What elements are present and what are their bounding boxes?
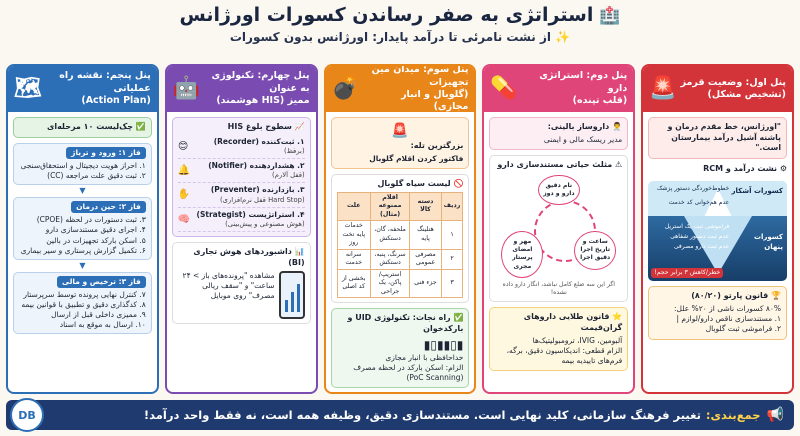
siren-icon: 🚨 (649, 75, 677, 101)
megaphone-icon: 📢 (766, 407, 784, 423)
panel-header: پنل چهارم: تکنولوژی به عنوان ممیز (HIS هوشمند) 🤖 (167, 66, 316, 112)
cycle-node: مهر و امضای پرستار مجری (501, 231, 543, 278)
panel-header: پنل پنجم: نقشه راه عملیاتی (Action Plan) 🗺 (8, 66, 157, 112)
hospital-icon: 🏥 (599, 6, 621, 26)
panel-red-status (641, 64, 794, 394)
brain-icon: 🧠 (177, 213, 191, 225)
pharmacist-card: 👨‍⚕️داروساز بالینی: مدیر ریسک مالی و ایمنی (489, 117, 628, 150)
iceberg-diagram: کسورات آشکار کسورات پنهان خطوط‌خوردگی دستور پزشک عدم هم‌خوانی کد خدمت فراموشی ثبت یک استریل عدم ثبت دستور شفاهی عدم ثبت دارو مصرفی خطر/کاهش ۳ برابر حجم! (648, 181, 787, 281)
arrow-down-icon: ▼ (79, 260, 86, 270)
golden-rule-card: ⭐ قانون طلایی داروهای گران‌قیمت آلبومین، IVIG، ترومبولیتیک‌ها الزام قطعی: اندیکاسیون دقیق، برگه، فرم‌های تاییدیه بیمه (489, 307, 628, 371)
doctor-icon: 👨‍⚕️ (612, 122, 623, 131)
brand-logo: DB (10, 398, 44, 432)
barcode-card: ✅ راه نجات: تکنولوژی UID و بارکدخوان ▮▯▮▮▯▮ خداحافظی با انبار مجازی الزام: اسکن بارکد در لحظه مصرف (PoC Scanning) (331, 308, 470, 388)
smile-icon: 😊 (177, 140, 189, 152)
phase-2: فاز ۲: حین درمان ۳. ثبت دستورات در لحظه (CPOE) ۴. اجرای دقیق مستندسازی دارو ۵. اسکن بارکد تجهیزات در بالین ۶. تکمیل گزارش پرستاری و سیر بیماری (13, 197, 152, 260)
hand-stop-icon: ✋ (177, 189, 191, 201)
pareto-card: 🏆 قانون پارتو (۸۰/۲۰) ۸۰% کسورات ناشی از ۲۰% علل: ۱. مستندسازی ناقص دارو/لوازم | ۲. فراموشی ثبت گلوبال (648, 286, 787, 339)
phone-icon (279, 271, 305, 319)
cycle-node: نام دقیق دارو و دوز (538, 175, 580, 206)
documentation-cycle (495, 173, 622, 281)
panel-equipment-minefield (324, 64, 477, 394)
phase-3: فاز ۳: ترخیص و مالی ۷. کنترل نهایی پرونده توسط سرپرستار ۸. کدگذاری دقیق و تطبیق با قوانین بیمه ۹. ممیزی داخلی قبل از ارسال ۱۰. ارسال به موقع به اسناد (13, 272, 152, 335)
panel-action-plan (6, 64, 159, 394)
panel-drug-strategy (482, 64, 635, 394)
list-item: ۳. بازدارنده (Preventer) (Hard Stop قفل نرم‌افزاری) ✋ (178, 183, 305, 207)
list-item: ۱. ثبت‌کننده (Recorder) (برفظ) 😊 (178, 135, 305, 159)
header (0, 4, 800, 44)
quote-card: "اورژانس، خط مقدم درمان و پاشنه آشیل درآمد بیمارستان است." (648, 117, 787, 159)
summary-footer: 📢 جمع‌بندی: تغییر فرهنگ سازمانی، کلید نهایی است. مستندسازی دقیق، وظیفه همه است، نه فقط واحد درآمد! (6, 400, 794, 430)
table-row: ۳ جزء فنی استریپ/پاکن، یک جراحی بخشی از کد اصلی (337, 269, 463, 298)
barcode-icon: ▮▯▮▮▯▮ (423, 337, 464, 352)
panels (6, 64, 794, 394)
blacklist-card: 🚫 لیست سیاه گلوبال ردیف دسته کالا اقلام ممنوعه (مثال) علت ۱ هتلینگ پایه ملحفه، گان، دستکش خدمات پایه تخت روز ۲ مصرفی عمومی سرنگ، پنبه، دستکش سرانه خدمت ۳ جزء فنی استریپ/پاکن، یک جراحی بخشی از کد اصلی (331, 174, 470, 303)
cycle-node: ساعت و تاریخ اجرا دقیق اجرا (574, 231, 616, 270)
table-row: ۲ مصرفی عمومی سرنگ، پنبه، دستکش سرانه خدمت (337, 249, 463, 269)
list-item: ۲. هشداردهنده (Notifier) (قفل آلارم) 🔔 (178, 159, 305, 183)
page-title: 🏥استراتژی به صفر رساندن کسورات اورژانس (179, 4, 621, 26)
trap-card: 🚨 بزرگترین تله: فاکتور کردن اقلام گلوبال (331, 117, 470, 169)
mine-icon: 💣 (331, 75, 360, 101)
bell-icon: 🔔 (177, 164, 191, 176)
panel-header: پنل دوم: استراتژی دارو (قلب تپنده) 💊 (484, 66, 633, 112)
table-row: ۱ هتلینگ پایه ملحفه، گان، دستکش خدمات پایه تخت روز (337, 221, 463, 250)
robot-icon: 🤖 (172, 75, 201, 101)
alarm-icon: 🚨 (391, 123, 409, 139)
rcm-title: ⚙ نشت درآمد و RCM (703, 163, 787, 173)
panel-header: پنل سوم: میدان مین تجهیزات (گلوبال و انبار مجازی) 💣 (326, 66, 475, 112)
list-item: ۴. استراتژیست (Strategist) (هوش مصنوعی و پیش‌بینی) 🧠 (178, 208, 305, 232)
checklist-title: ✅ چک‌لیست ۱۰ مرحله‌ای (13, 117, 152, 138)
blacklist-table: ردیف دسته کالا اقلام ممنوعه (مثال) علت ۱ هتلینگ پایه ملحفه، گان، دستکش خدمات پایه تخت روز ۲ مصرفی عمومی سرنگ، پنبه، دستکش سرانه خدمت ۳ جزء فنی استریپ/پاکن، یک جراحی بخشی از کد اصلی (337, 192, 464, 299)
phase-1: فاز ۱: ورود و ترباژ ۱. احراز هویت دیجیتال و استحقاق‌سنجی ۲. ثبت دقیق علت مراجعه (CC) (13, 143, 152, 185)
arrow-down-icon: ▼ (79, 186, 86, 196)
page-subtitle: ✨ از نشت نامرئی تا درآمد پایدار: اورژانس بدون کسورات (229, 30, 571, 44)
his-levels-card: 📈 سطوح بلوغ HIS ۱. ثبت‌کننده (Recorder) (برفظ) 😊 ۲. هشداردهنده (Notifier) (قفل آلارم) 🔔 ۳. بازدارنده (Preventer) (Hard Stop قفل نرم‌افزاری) ✋ ۴. استراتژیست (Strategist) (هوش مصنوعی و پیش‌بینی) 🧠 (172, 117, 311, 237)
panel-header: پنل اول: وضعیت قرمز (تشخیص مشکل) 🚨 (643, 66, 792, 112)
cycle-card: ⚠ مثلث حیاتی مستندسازی دارو نام دقیق دارو و دوز ساعت و تاریخ اجرا دقیق اجرا مهر و امضای پرستار مجری اگر این سه ضلع کامل نباشد، انگار دارو داده نشده! (489, 155, 628, 303)
panel-his-technology (165, 64, 318, 394)
heart-pill-icon: 💊 (490, 75, 518, 101)
map-icon: 🗺 (14, 75, 42, 101)
bi-dashboard-card: 📊 داشبوردهای هوش تجاری (BI) مشاهده "پرونده‌های باز > ۲۴ ساعت" و "سقف ریالی مصرف" روی موبایل (172, 242, 311, 324)
